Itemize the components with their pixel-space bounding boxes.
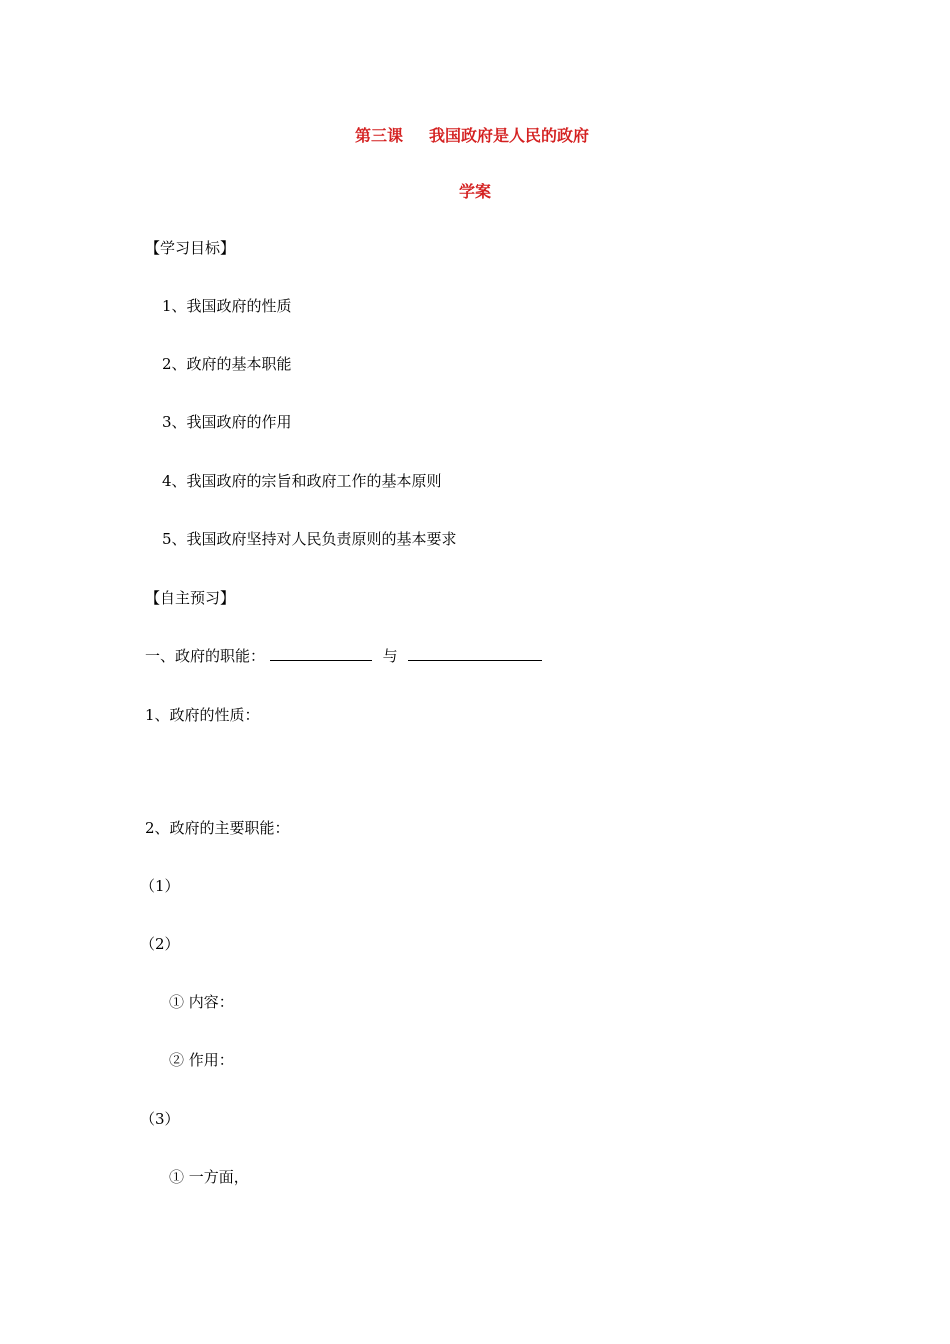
joiner-text: 与 <box>382 647 398 665</box>
goal-item: 3、我国政府的作用 <box>162 413 292 431</box>
functions-prompt: 2、政府的主要职能： <box>145 819 290 837</box>
goals-heading: 【学习目标】 <box>145 239 236 257</box>
sub-item-2-content: ① 内容： <box>169 993 234 1011</box>
sub-item-2: （2） <box>140 935 180 953</box>
goal-item: 5、我国政府坚持对人民负责原则的基本要求 <box>162 530 457 548</box>
answer-blank-2[interactable] <box>408 646 542 661</box>
sub-item-1: （1） <box>140 877 180 895</box>
answer-blank-1[interactable] <box>270 646 372 661</box>
goal-item: 1、我国政府的性质 <box>162 297 292 315</box>
nature-prompt: 1、政府的性质： <box>145 706 260 724</box>
question-label: 一、政府的职能： <box>145 647 266 665</box>
goal-item: 4、我国政府的宗旨和政府工作的基本原则 <box>162 472 442 490</box>
sub-item-3: （3） <box>140 1110 180 1128</box>
lesson-number: 第三课 <box>355 126 404 145</box>
page-subtitle: 学案 <box>459 182 492 201</box>
question-functions <box>145 646 542 666</box>
preview-heading: 【自主预习】 <box>145 589 236 607</box>
goal-item: 2、政府的基本职能 <box>162 355 292 373</box>
sub-item-2-effect: ② 作用： <box>169 1051 234 1069</box>
sub-item-3-first: ① 一方面， <box>169 1168 249 1186</box>
lesson-name: 我国政府是人民的政府 <box>429 126 590 145</box>
page-title <box>355 126 589 146</box>
